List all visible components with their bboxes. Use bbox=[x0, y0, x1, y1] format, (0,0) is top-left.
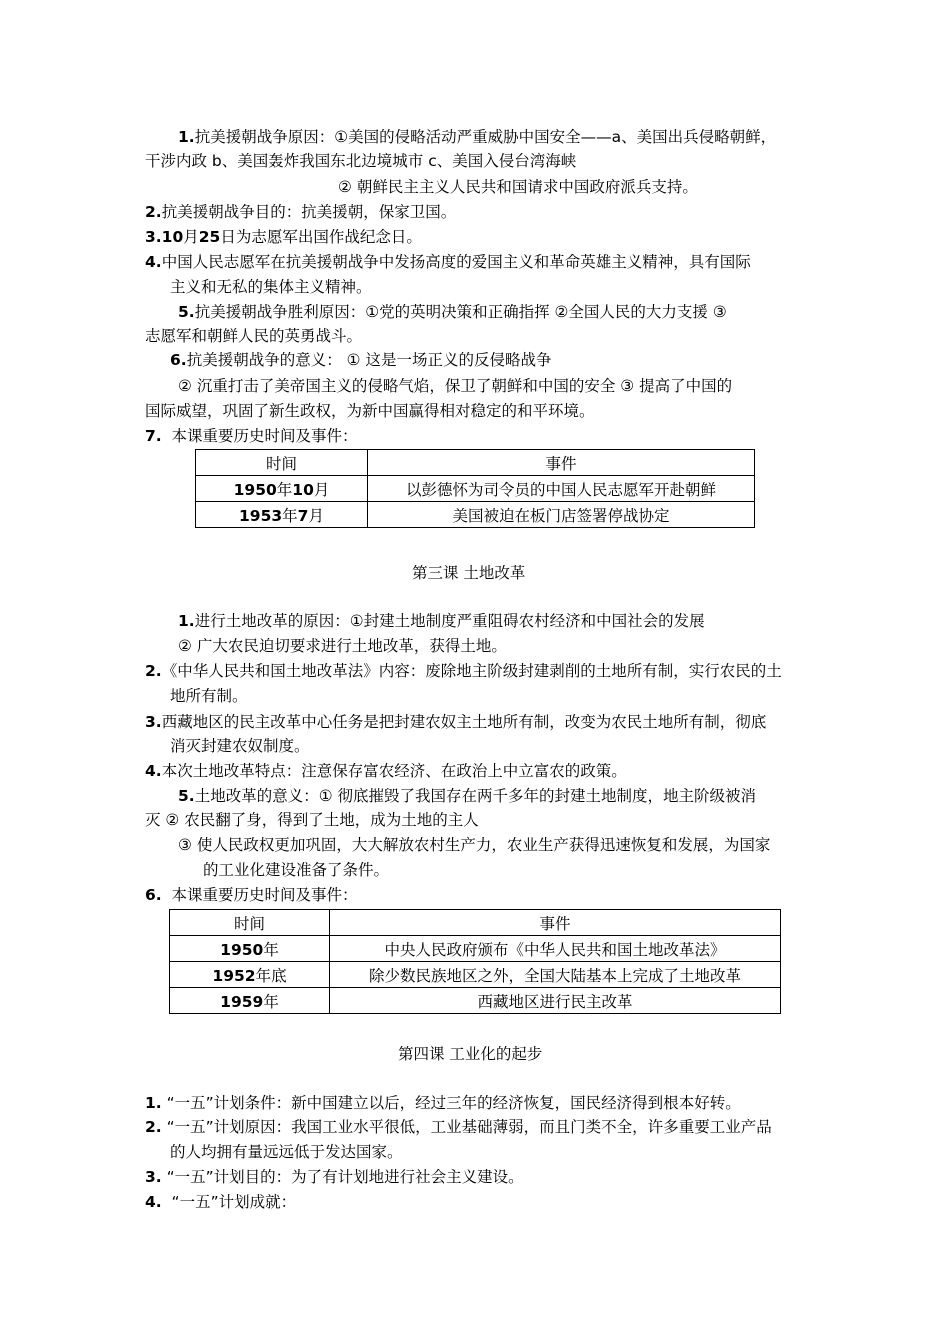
row-event: 美国被迫在板门店签署停战协定 bbox=[368, 502, 755, 528]
row-event: 除少数民族地区之外，全国大陆基本上完成了土地改革 bbox=[330, 962, 781, 988]
l2-point-4-cont: 主义和无私的集体主义精神。 bbox=[170, 278, 372, 296]
l4-point-2-cont: 的人均拥有量远远低于发达国家。 bbox=[170, 1143, 403, 1161]
l2-point-5-cont: 志愿军和朝鲜人民的英勇战斗。 bbox=[145, 327, 363, 345]
l4-point-1: 1. “一五”计划条件：新中国建立以后，经过三年的经济恢复，国民经济得到根本好转。 bbox=[145, 1094, 741, 1112]
l3-point-3: 3.西藏地区的民主改革中心任务是把封建农奴主土地所有制，改变为农民土地所有制，彻底 bbox=[145, 713, 767, 731]
l3-point-5-cont: 灭 ② 农民翻了身，得到了土地，成为土地的主人 bbox=[145, 811, 479, 829]
row-time: 1950年 bbox=[170, 936, 330, 962]
lesson3-title: 第三课 土地改革 bbox=[412, 564, 526, 582]
l3-point-3-cont: 消灭封建农奴制度。 bbox=[170, 737, 310, 755]
row-time: 1959年 bbox=[170, 988, 330, 1014]
l3-events-table bbox=[169, 909, 781, 1014]
table-row bbox=[170, 988, 781, 1014]
l2-events-table bbox=[195, 449, 755, 528]
l2-point-7: 7. 本课重要历史时间及事件： bbox=[145, 427, 358, 445]
header-event: 事件 bbox=[368, 450, 755, 476]
header-time: 时间 bbox=[196, 450, 368, 476]
l2-point-1-cont: 干涉内政 b、美国轰炸我国东北边境城市 c、美国入侵台湾海峡 bbox=[145, 152, 577, 170]
l2-point-6: 6.抗美援朝战争的意义： ① 这是一场正义的反侵略战争 bbox=[170, 351, 552, 369]
l3-point-1-cont: ② 广大农民迫切要求进行土地改革，获得土地。 bbox=[178, 637, 507, 655]
row-time: 1953年7月 bbox=[196, 502, 368, 528]
l2-point-6-cont2: 国际威望，巩固了新生政权，为新中国赢得相对稳定的和平环境。 bbox=[145, 402, 595, 420]
l3-point-6: 6. 本课重要历史时间及事件： bbox=[145, 886, 358, 904]
table-header-row bbox=[196, 450, 755, 476]
l3-point-5-cont2: ③ 使人民政权更加巩固，大大解放农村生产力，农业生产获得迅速恢复和发展，为国家 bbox=[178, 836, 771, 854]
l4-point-3: 3. “一五”计划目的：为了有计划地进行社会主义建设。 bbox=[145, 1168, 524, 1186]
row-event: 中央人民政府颁布《中华人民共和国土地改革法》 bbox=[330, 936, 781, 962]
header-time: 时间 bbox=[170, 910, 330, 936]
l4-point-2: 2. “一五”计划原因：我国工业水平很低，工业基础薄弱，而且门类不全，许多重要工业产品 bbox=[145, 1118, 772, 1136]
table-row bbox=[196, 476, 755, 502]
l2-point-6-cont: ② 沉重打击了美帝国主义的侵略气焰，保卫了朝鲜和中国的安全 ③ 提高了中国的 bbox=[178, 377, 733, 395]
row-time: 1950年10月 bbox=[196, 476, 368, 502]
table-row bbox=[170, 962, 781, 988]
table-row bbox=[196, 502, 755, 528]
l2-point-2: 2.抗美援朝战争目的：抗美援朝，保家卫国。 bbox=[145, 203, 457, 221]
l3-point-2: 2.《中华人民共和国土地改革法》内容：废除地主阶级封建剥削的土地所有制，实行农民的土 bbox=[145, 662, 782, 680]
l3-point-2-cont: 地所有制。 bbox=[170, 687, 248, 705]
l3-point-4: 4.本次土地改革特点：注意保存富农经济、在政治上中立富农的政策。 bbox=[145, 762, 627, 780]
l4-point-4: 4. “一五”计划成就： bbox=[145, 1193, 297, 1211]
header-event: 事件 bbox=[330, 910, 781, 936]
l3-point-1: 1.进行土地改革的原因：①封建土地制度严重阻碍农村经济和中国社会的发展 bbox=[178, 612, 705, 630]
row-time: 1952年底 bbox=[170, 962, 330, 988]
row-event: 西藏地区进行民主改革 bbox=[330, 988, 781, 1014]
table-header-row bbox=[170, 910, 781, 936]
l3-point-5-cont3: 的工业化建设准备了条件。 bbox=[203, 861, 390, 879]
table-row bbox=[170, 936, 781, 962]
lesson4-title: 第四课 工业化的起步 bbox=[398, 1045, 543, 1063]
l2-point-3: 3.10月25日为志愿军出国作战纪念日。 bbox=[145, 228, 422, 246]
l2-point-4: 4.中国人民志愿军在抗美援朝战争中发扬高度的爱国主义和革命英雄主义精神，具有国际 bbox=[145, 253, 751, 271]
l3-point-5: 5.土地改革的意义：① 彻底摧毁了我国存在两千多年的封建土地制度，地主阶级被消 bbox=[178, 787, 757, 805]
l2-point-1: 1.抗美援朝战争原因：①美国的侵略活动严重威胁中国安全——a、美国出兵侵略朝鲜， bbox=[178, 128, 777, 146]
row-event: 以彭德怀为司令员的中国人民志愿军开赴朝鲜 bbox=[368, 476, 755, 502]
l2-point-5: 5.抗美援朝战争胜利原因：①党的英明决策和正确指挥 ②全国人民的大力支援 ③ bbox=[178, 303, 727, 321]
l2-point-1-sub2: ② 朝鲜民主主义人民共和国请求中国政府派兵支持。 bbox=[338, 178, 698, 196]
